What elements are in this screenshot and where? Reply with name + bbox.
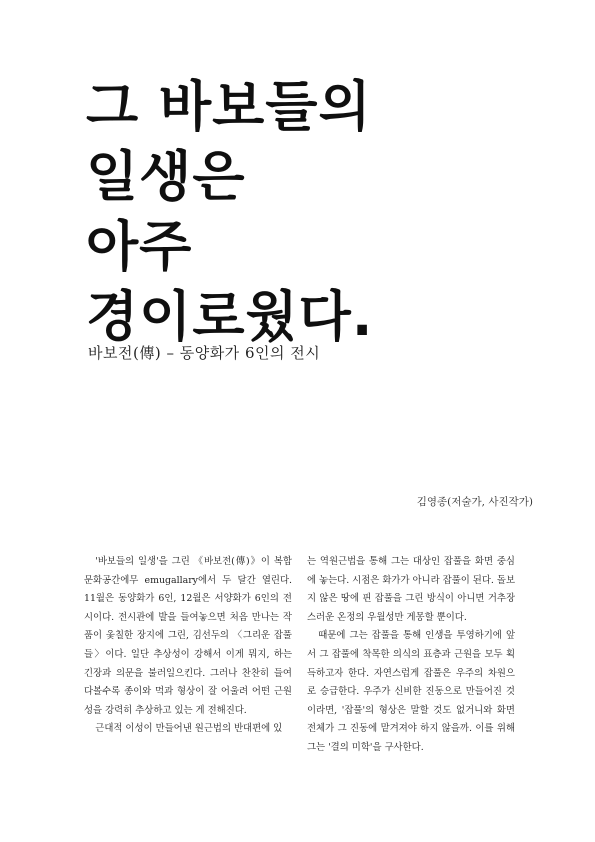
article-title xyxy=(86,72,373,352)
body-paragraph: 근대적 이성이 만들어낸 원근법의 반대편에 있 xyxy=(95,723,283,735)
title-line-3: 아주 xyxy=(86,215,193,278)
title-line-1: 그 바보들의 xyxy=(86,75,372,138)
body-paragraph: 는 역원근법을 통해 그는 대상인 잡풀을 화면 중심에 놓는다. 시점은 화가가 아니라 잡풀이 된다. 돌보지 않은 땅에 핀 잡풀을 그린 방식이 아니면 거추장스러운 온정의 우월성만 게몽할 뿐이다. xyxy=(307,556,515,623)
title-line-2: 일생은 xyxy=(86,145,246,208)
body-paragraph: '바보들의 일생'을 그린 《바보전(傳)》이 복합문화공간에무 emugallary에서 두 달간 열린다. 11월은 동양화가 6인, 12월은 서양화가 6인의 전시이다. 전시관에 발을 들여놓으면 처음 만나는 작품이 옻칠한 장지에 그린, 김선두의 〈그리운 잡풀들〉이다. 일단 추상성이 강해서 이게 뭐지, 하는 긴장과 의문을 불러일으킨다. 그러나 찬찬히 들여다볼수록 종이와 먹과 형상이 잘 어울려 어떤 근원성을 강력히 추상하고 있는 게 전해진다. xyxy=(84,556,292,716)
title-line-4: 경이로웠다. xyxy=(86,285,374,348)
body-column-left xyxy=(84,553,292,739)
author-byline: 김영종(저술가, 사진작가) xyxy=(416,496,533,508)
body-paragraph: 때문에 그는 잡풀을 통해 인생을 투영하기에 앞서 그 잡풀에 착목한 의식의 표층과 근원을 모두 획득하고자 한다. 자연스럽게 잡풀은 우주의 차원으로 승급한다. 우주가 신비한 진동으로 만들어진 것이라면, '잡풀'의 형상은 말할 것도 없거니와 화면 전체가 그 진동에 맡겨져야 하지 않을까. 이를 위해 그는 '결의 미학'을 구사한다. xyxy=(307,630,515,753)
body-column-right xyxy=(307,553,515,758)
article-subtitle: 바보전(傳) – 동양화가 6인의 전시 xyxy=(88,344,321,362)
